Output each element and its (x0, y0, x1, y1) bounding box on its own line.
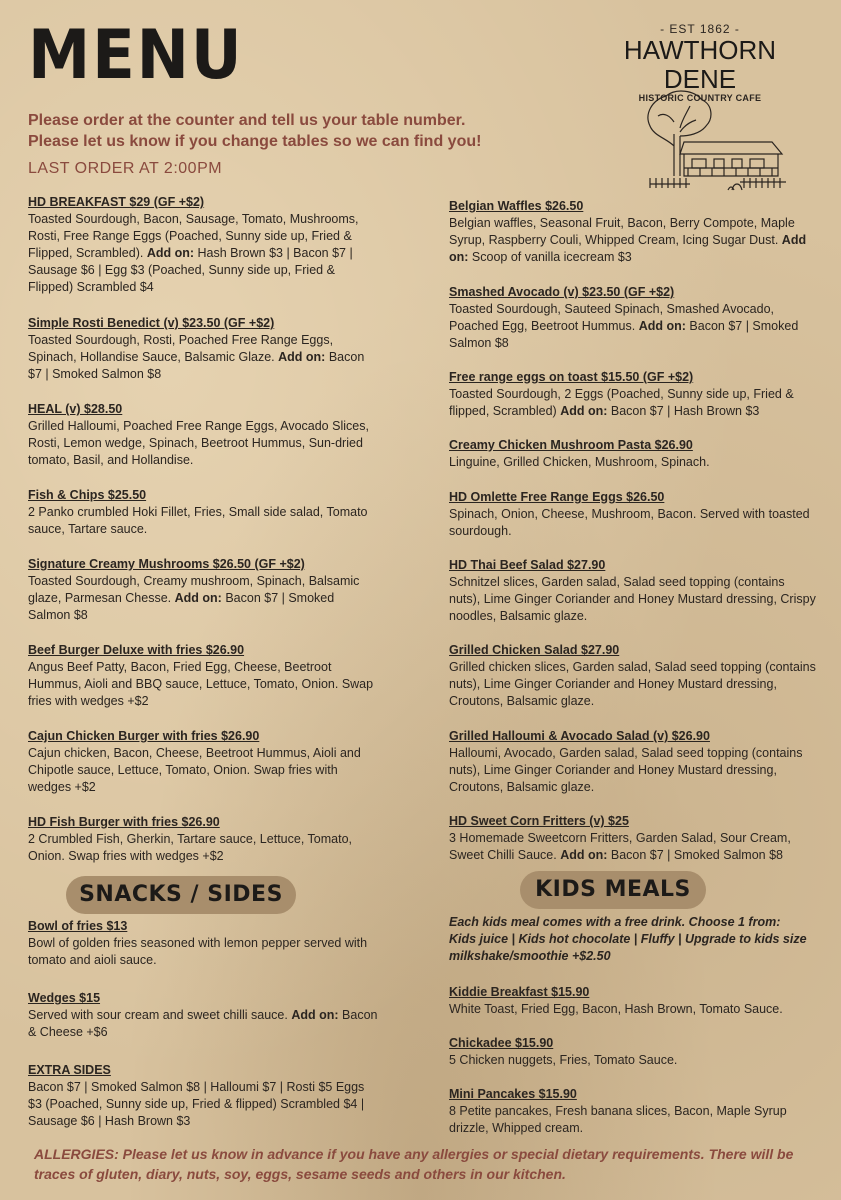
addon-label: Add on: (278, 350, 326, 364)
menu-item-title: Free range eggs on toast $15.50 (GF +$2) (449, 370, 694, 384)
last-order-notice: LAST ORDER AT 2:00PM (28, 160, 223, 177)
menu-item-description (449, 574, 817, 625)
addon-options: Bacon & Cheese +$6 (28, 1008, 378, 1039)
addon-options: Bacon $7 | Smoked Salmon $8 (610, 848, 783, 862)
menu-item (28, 814, 378, 865)
menu-item (449, 284, 817, 352)
menu-item-desc-text: Schnitzel slices, Garden salad, Salad seed topping (contains nuts), Lime Ginger Coriander and Honey Mustard dressing, Crispy noodles, Balsamic glaze. (449, 575, 816, 623)
allergies-notice: ALLERGIES: Please let us know in advance if you have any allergies or special dietary requirements. There will be traces of gluten, diary, nuts, soy, eggs, sesame seeds and others in our kitchen. (34, 1146, 794, 1182)
menu-item-desc-text: Toasted Sourdough, Creamy mushroom, Spinach, Balsamic glaze, Parmesan Chesse. (28, 574, 360, 605)
menu-item (28, 642, 378, 710)
menu-item-title: HD Sweet Corn Fritters (v) $25 (449, 814, 629, 828)
menu-item (449, 369, 817, 420)
menu-item (28, 401, 378, 469)
menu-item-title: Bowl of fries $13 (28, 919, 128, 933)
menu-item-description (28, 504, 378, 538)
menu-item-description (28, 935, 378, 969)
menu-item-description (449, 1103, 817, 1137)
menu-item (449, 437, 817, 471)
menu-item-description (28, 1079, 378, 1130)
addon-options: Bacon $7 | Smoked Salmon $8 (449, 319, 799, 350)
addon-options: Bacon $7 | Smoked Salmon $8 (28, 350, 365, 381)
menu-item-title: Mini Pancakes $15.90 (449, 1087, 577, 1101)
addon-options: Bacon $7 | Smoked Salmon $8 (28, 591, 335, 622)
menu-item-title: Kiddie Breakfast $15.90 (449, 985, 590, 999)
menu-item-title: Belgian Waffles $26.50 (449, 199, 584, 213)
addon-label: Add on: (638, 319, 686, 333)
menu-item-description (28, 831, 378, 865)
addon-options: Hash Brown $3 | Bacon $7 | Sausage $6 | Egg $3 (Poached, Sunny side up, Fried & Flipped) Scrambled $4 (28, 246, 353, 294)
menu-item-description (28, 418, 378, 469)
menu-item-description (449, 215, 817, 266)
menu-item (28, 728, 378, 796)
menu-item-title: EXTRA SIDES (28, 1063, 111, 1077)
menu-item-desc-text: Angus Beef Patty, Bacon, Fried Egg, Cheese, Beetroot Hummus, Aioli and BBQ sauce, Lettuce, Tomato, Onion. Swap fries with wedges +$2 (28, 660, 374, 708)
menu-item-description (449, 454, 817, 471)
menu-item-title: Creamy Chicken Mushroom Pasta $26.90 (449, 438, 693, 452)
menu-item (449, 1035, 817, 1069)
menu-item-title: HD Fish Burger with fries $26.90 (28, 815, 220, 829)
menu-item-description (449, 830, 817, 864)
addon-label: Add on: (174, 591, 222, 605)
menu-item-desc-text: 8 Petite pancakes, Fresh banana slices, Bacon, Maple Syrup drizzle, Whipped cream. (449, 1104, 787, 1135)
menu-item (28, 487, 378, 538)
menu-item (449, 198, 817, 266)
menu-item-title: Grilled Chicken Salad $27.90 (449, 643, 620, 657)
addon-options: Scoop of vanilla icecream $3 (471, 250, 632, 264)
menu-item-description (449, 1052, 817, 1069)
snacks-heading: SNACKS / SIDES (66, 876, 296, 914)
menu-item-title: Grilled Halloumi & Avocado Salad (v) $26.90 (449, 729, 710, 743)
menu-item-desc-text: Toasted Sourdough, Bacon, Sausage, Tomato, Mushrooms, Rosti, Free Range Eggs (Poached, Sunny side up, Fried & Flipped, Scrambled). (28, 212, 359, 260)
addon-label: Add on: (449, 233, 807, 264)
menu-item (28, 1062, 378, 1130)
menu-item-description (28, 1007, 378, 1041)
menu-item (28, 556, 378, 624)
menu-item-title: HD BREAKFAST $29 (GF +$2) (28, 195, 205, 209)
menu-item (28, 918, 378, 969)
menu-item-description (449, 301, 817, 352)
menu-item-title: HD Omlette Free Range Eggs $26.50 (449, 490, 665, 504)
menu-item (449, 813, 817, 864)
menu-item-title: Simple Rosti Benedict (v) $23.50 (GF +$2) (28, 316, 275, 330)
menu-item-description (28, 659, 378, 710)
menu-item-desc-text: Toasted Sourdough, Sauteed Spinach, Smashed Avocado, Poached Egg, Beetroot Hummus. (449, 302, 775, 333)
menu-item-title: HD Thai Beef Salad $27.90 (449, 558, 606, 572)
menu-item-desc-text: Grilled Halloumi, Poached Free Range Eggs, Avocado Slices, Rosti, Lemon wedge, Spinach, Beetroot Hummus, Sun-dried tomato, Basil, and Hollandise. (28, 419, 369, 467)
menu-item-title: Chickadee $15.90 (449, 1036, 554, 1050)
menu-item-title: Smashed Avocado (v) $23.50 (GF +$2) (449, 285, 675, 299)
menu-item (449, 489, 817, 540)
menu-item-title: Signature Creamy Mushrooms $26.50 (GF +$2) (28, 557, 305, 571)
cafe-subtitle: HISTORIC COUNTRY CAFE (638, 93, 762, 104)
kids-heading: KIDS MEALS (520, 871, 706, 909)
menu-item-desc-text: Linguine, Grilled Chicken, Mushroom, Spinach. (449, 455, 710, 469)
menu-item-desc-text: 2 Crumbled Fish, Gherkin, Tartare sauce, Lettuce, Tomato, Onion. Swap fries with wedges +$2 (28, 832, 352, 863)
menu-item-title: Cajun Chicken Burger with fries $26.90 (28, 729, 260, 743)
menu-item-description (28, 745, 378, 796)
menu-item (449, 728, 817, 796)
addon-label: Add on: (560, 848, 608, 862)
menu-item-description (28, 332, 378, 383)
menu-item-title: HEAL (v) $28.50 (28, 402, 123, 416)
menu-item-desc-text: Bacon $7 | Smoked Salmon $8 | Halloumi $7 | Rosti $5 Eggs $3 (Poached, Sunny side up, Fried & flipped) Scrambled $4 | Sausage $6 | Hash Brown $3 (28, 1080, 365, 1128)
addon-label: Add on: (560, 404, 608, 418)
menu-item-desc-text: 2 Panko crumbled Hoki Fillet, Fries, Small side salad, Tomato sauce, Tartare sauce. (28, 505, 368, 536)
est-year: - EST 1862 - (660, 22, 740, 36)
house-tree-icon (640, 86, 790, 194)
menu-item-desc-text: Belgian waffles, Seasonal Fruit, Bacon, Berry Compote, Maple Syrup, Raspberry Couli, Whipped Cream, Icing Sugar Dust. (449, 216, 795, 247)
menu-item-desc-text: 3 Homemade Sweetcorn Fritters, Garden Salad, Sour Cream, Sweet Chilli Sauce. (449, 831, 791, 862)
menu-item-description (449, 506, 817, 540)
menu-item-description (449, 659, 817, 710)
menu-item-description (449, 386, 817, 420)
menu-item-description (449, 1001, 817, 1018)
menu-item-description (28, 211, 378, 296)
menu-item (449, 642, 817, 710)
menu-item-desc-text: 5 Chicken nuggets, Fries, Tomato Sauce. (449, 1053, 678, 1067)
menu-item-desc-text: Toasted Sourdough, Rosti, Poached Free Range Eggs, Spinach, Hollandise Sauce, Balsamic Glaze. (28, 333, 334, 364)
menu-item (28, 990, 378, 1041)
kids-drink-note: Each kids meal comes with a free drink. Choose 1 from: Kids juice | Kids hot chocolate | Fluffy | Upgrade to kids size milkshake/smoothie +$2.50 (449, 915, 807, 963)
menu-item-title: Wedges $15 (28, 991, 101, 1005)
addon-label: Add on: (146, 246, 195, 260)
menu-item-desc-text: Toasted Sourdough, 2 Eggs (Poached, Sunny side up, Fried & flipped, Scrambled) (449, 387, 794, 418)
cafe-name: HAWTHORN DENE (623, 35, 777, 94)
menu-item-desc-text: Bowl of golden fries seasoned with lemon pepper served with tomato and aioli sauce. (28, 936, 368, 967)
menu-item (28, 315, 378, 383)
intro-line-1: Please order at the counter and tell us your table number. (28, 112, 466, 129)
menu-item-title: Fish & Chips $25.50 (28, 488, 147, 502)
menu-item-desc-text: White Toast, Fried Egg, Bacon, Hash Brown, Tomato Sauce. (449, 1002, 783, 1016)
addon-label: Add on: (291, 1008, 339, 1022)
intro-line-2: Please let us know if you change tables so we can find you! (28, 133, 482, 150)
addon-options: Bacon $7 | Hash Brown $3 (610, 404, 760, 418)
menu-item-desc-text: Halloumi, Avocado, Garden salad, Salad seed topping (contains nuts), Lime Ginger Coriander and Honey Mustard dressing, Croutons, Balsamic glaze. (449, 746, 803, 794)
menu-item (28, 194, 378, 296)
menu-item-description (28, 573, 378, 624)
menu-item-desc-text: Served with sour cream and sweet chilli sauce. (28, 1008, 288, 1022)
menu-item-description (449, 745, 817, 796)
menu-item-title: Beef Burger Deluxe with fries $26.90 (28, 643, 245, 657)
menu-title: MENU (28, 16, 244, 95)
menu-item-desc-text: Grilled chicken slices, Garden salad, Salad seed topping (contains nuts), Lime Ginger Coriander and Honey Mustard dressing, Croutons, Balsamic glaze. (449, 660, 816, 708)
menu-item (449, 984, 817, 1018)
menu-item (449, 1086, 817, 1137)
menu-item-desc-text: Spinach, Onion, Cheese, Mushroom, Bacon. Served with toasted sourdough. (449, 507, 810, 538)
menu-item-desc-text: Cajun chicken, Bacon, Cheese, Beetroot Hummus, Aioli and Chipotle sauce, Lettuce, Tomato, Onion. Swap fries with wedges +$2 (28, 746, 361, 794)
menu-item (449, 557, 817, 625)
